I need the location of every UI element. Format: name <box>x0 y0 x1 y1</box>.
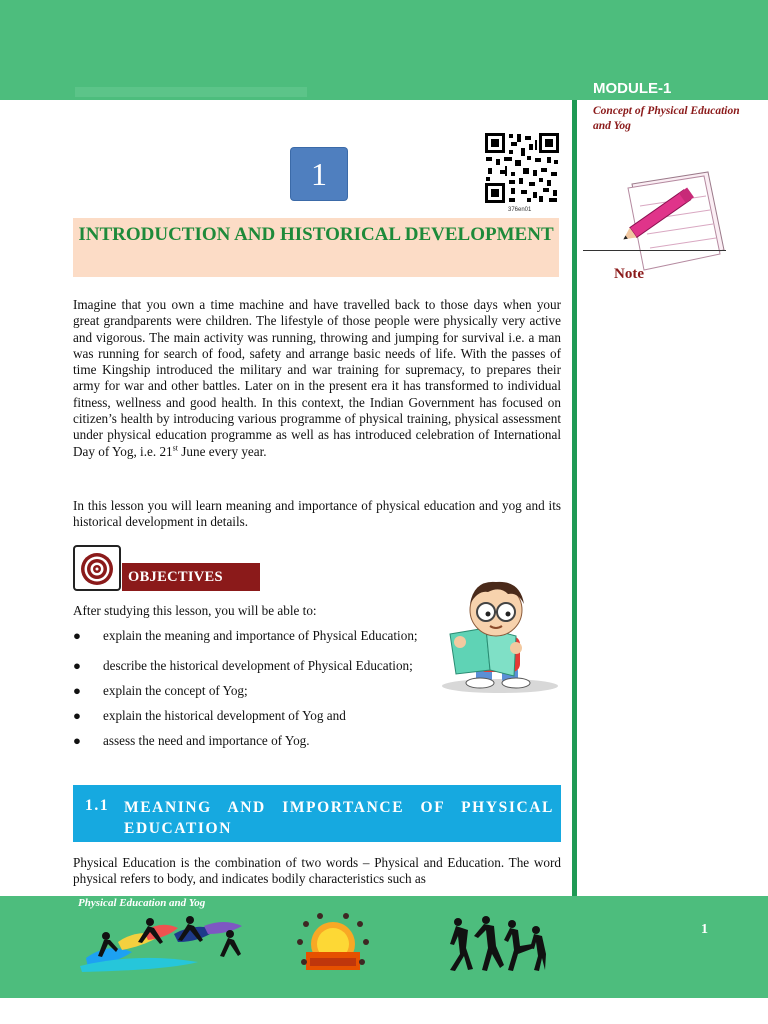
page-number: 1 <box>701 922 708 937</box>
list-item-text: explain the concept of Yog; <box>103 683 248 698</box>
bullet-icon: ● <box>73 708 81 723</box>
intro-paragraph-1 <box>73 297 561 460</box>
module-subtitle: Concept of Physical Education and Yog <box>593 105 740 132</box>
list-item-text: explain the meaning and importance of Physical Education; <box>103 628 418 643</box>
section-title: MEANING AND IMPORTANCE OF PHYSICAL EDUCATION <box>124 799 554 837</box>
header-decor-line <box>75 87 307 97</box>
qr-caption: 376en01 <box>508 207 532 213</box>
sports-silhouettes-icon <box>78 912 250 972</box>
list-item-text: assess the need and importance of Yog. <box>103 733 310 748</box>
qr-code-icon[interactable] <box>484 132 560 204</box>
objectives-lead: After studying this lesson, you will be able to: <box>73 603 317 618</box>
objectives-icon-frame <box>73 545 121 591</box>
note-divider <box>583 250 726 251</box>
bullet-icon: ● <box>73 733 81 748</box>
objectives-list <box>73 628 433 749</box>
reading-boy-illustration <box>430 570 565 695</box>
intro-paragraph-1-end: June every year. <box>177 443 267 459</box>
section-heading <box>73 785 561 842</box>
list-item <box>73 628 433 644</box>
section-paragraph: Physical Education is the combination of two words – Physical and Education. The word physical refers to body, and indicates bodily characteristics such as <box>73 855 561 887</box>
chapter-number: 1 <box>291 148 347 200</box>
module-label: MODULE-1 <box>593 80 672 97</box>
list-item-text: explain the historical development of Yog and <box>103 708 346 723</box>
bullet-icon: ● <box>73 658 81 673</box>
list-item <box>73 658 433 674</box>
martial-arts-silhouettes-icon <box>446 914 546 974</box>
chapter-title-box <box>73 218 559 277</box>
ordinal-suffix: st <box>172 443 178 453</box>
list-item-text: describe the historical development of Physical Education; <box>103 658 413 673</box>
objectives-heading: OBJECTIVES <box>122 563 260 591</box>
pen-and-paper-icon <box>580 170 730 280</box>
list-item <box>73 708 433 724</box>
intro-paragraph-1-text: Imagine that you own a time machine and have travelled back to those days when your great grandparents were children. The lifestyle of those people were physically very active and vigorous. The main activity was running, throwing and jumping for survival i.e. a man was running for search of food, safety and arrange basic needs of life. With the passes of time Kingship introduced the military and war training for supremacy, to prepares their army for war and other battles. Later on in the present era it has transformed to individual fitness, wellness and good health. In this context, the Indian Government has focused on citizen’s health by introducing various programme of physical training, physical assessment under physical education programme as well as has introduced celebration of International Day of Yog, i.e. 21 <box>73 297 561 459</box>
chapter-title: INTRODUCTION AND HISTORICAL DEVELOPMENT <box>78 224 554 245</box>
margin-rule <box>572 100 577 896</box>
footer-title: Physical Education and Yog <box>78 897 206 909</box>
section-number: 1.1 <box>85 797 110 814</box>
list-item <box>73 733 433 749</box>
list-item <box>73 683 433 699</box>
target-icon <box>75 547 119 589</box>
sunrise-yoga-icon <box>296 912 370 978</box>
bullet-icon: ● <box>73 683 81 698</box>
bullet-icon: ● <box>73 628 81 643</box>
intro-paragraph-2: In this lesson you will learn meaning and importance of physical education and yog and its historical development in details. <box>73 498 561 530</box>
note-label: Note <box>614 266 644 282</box>
